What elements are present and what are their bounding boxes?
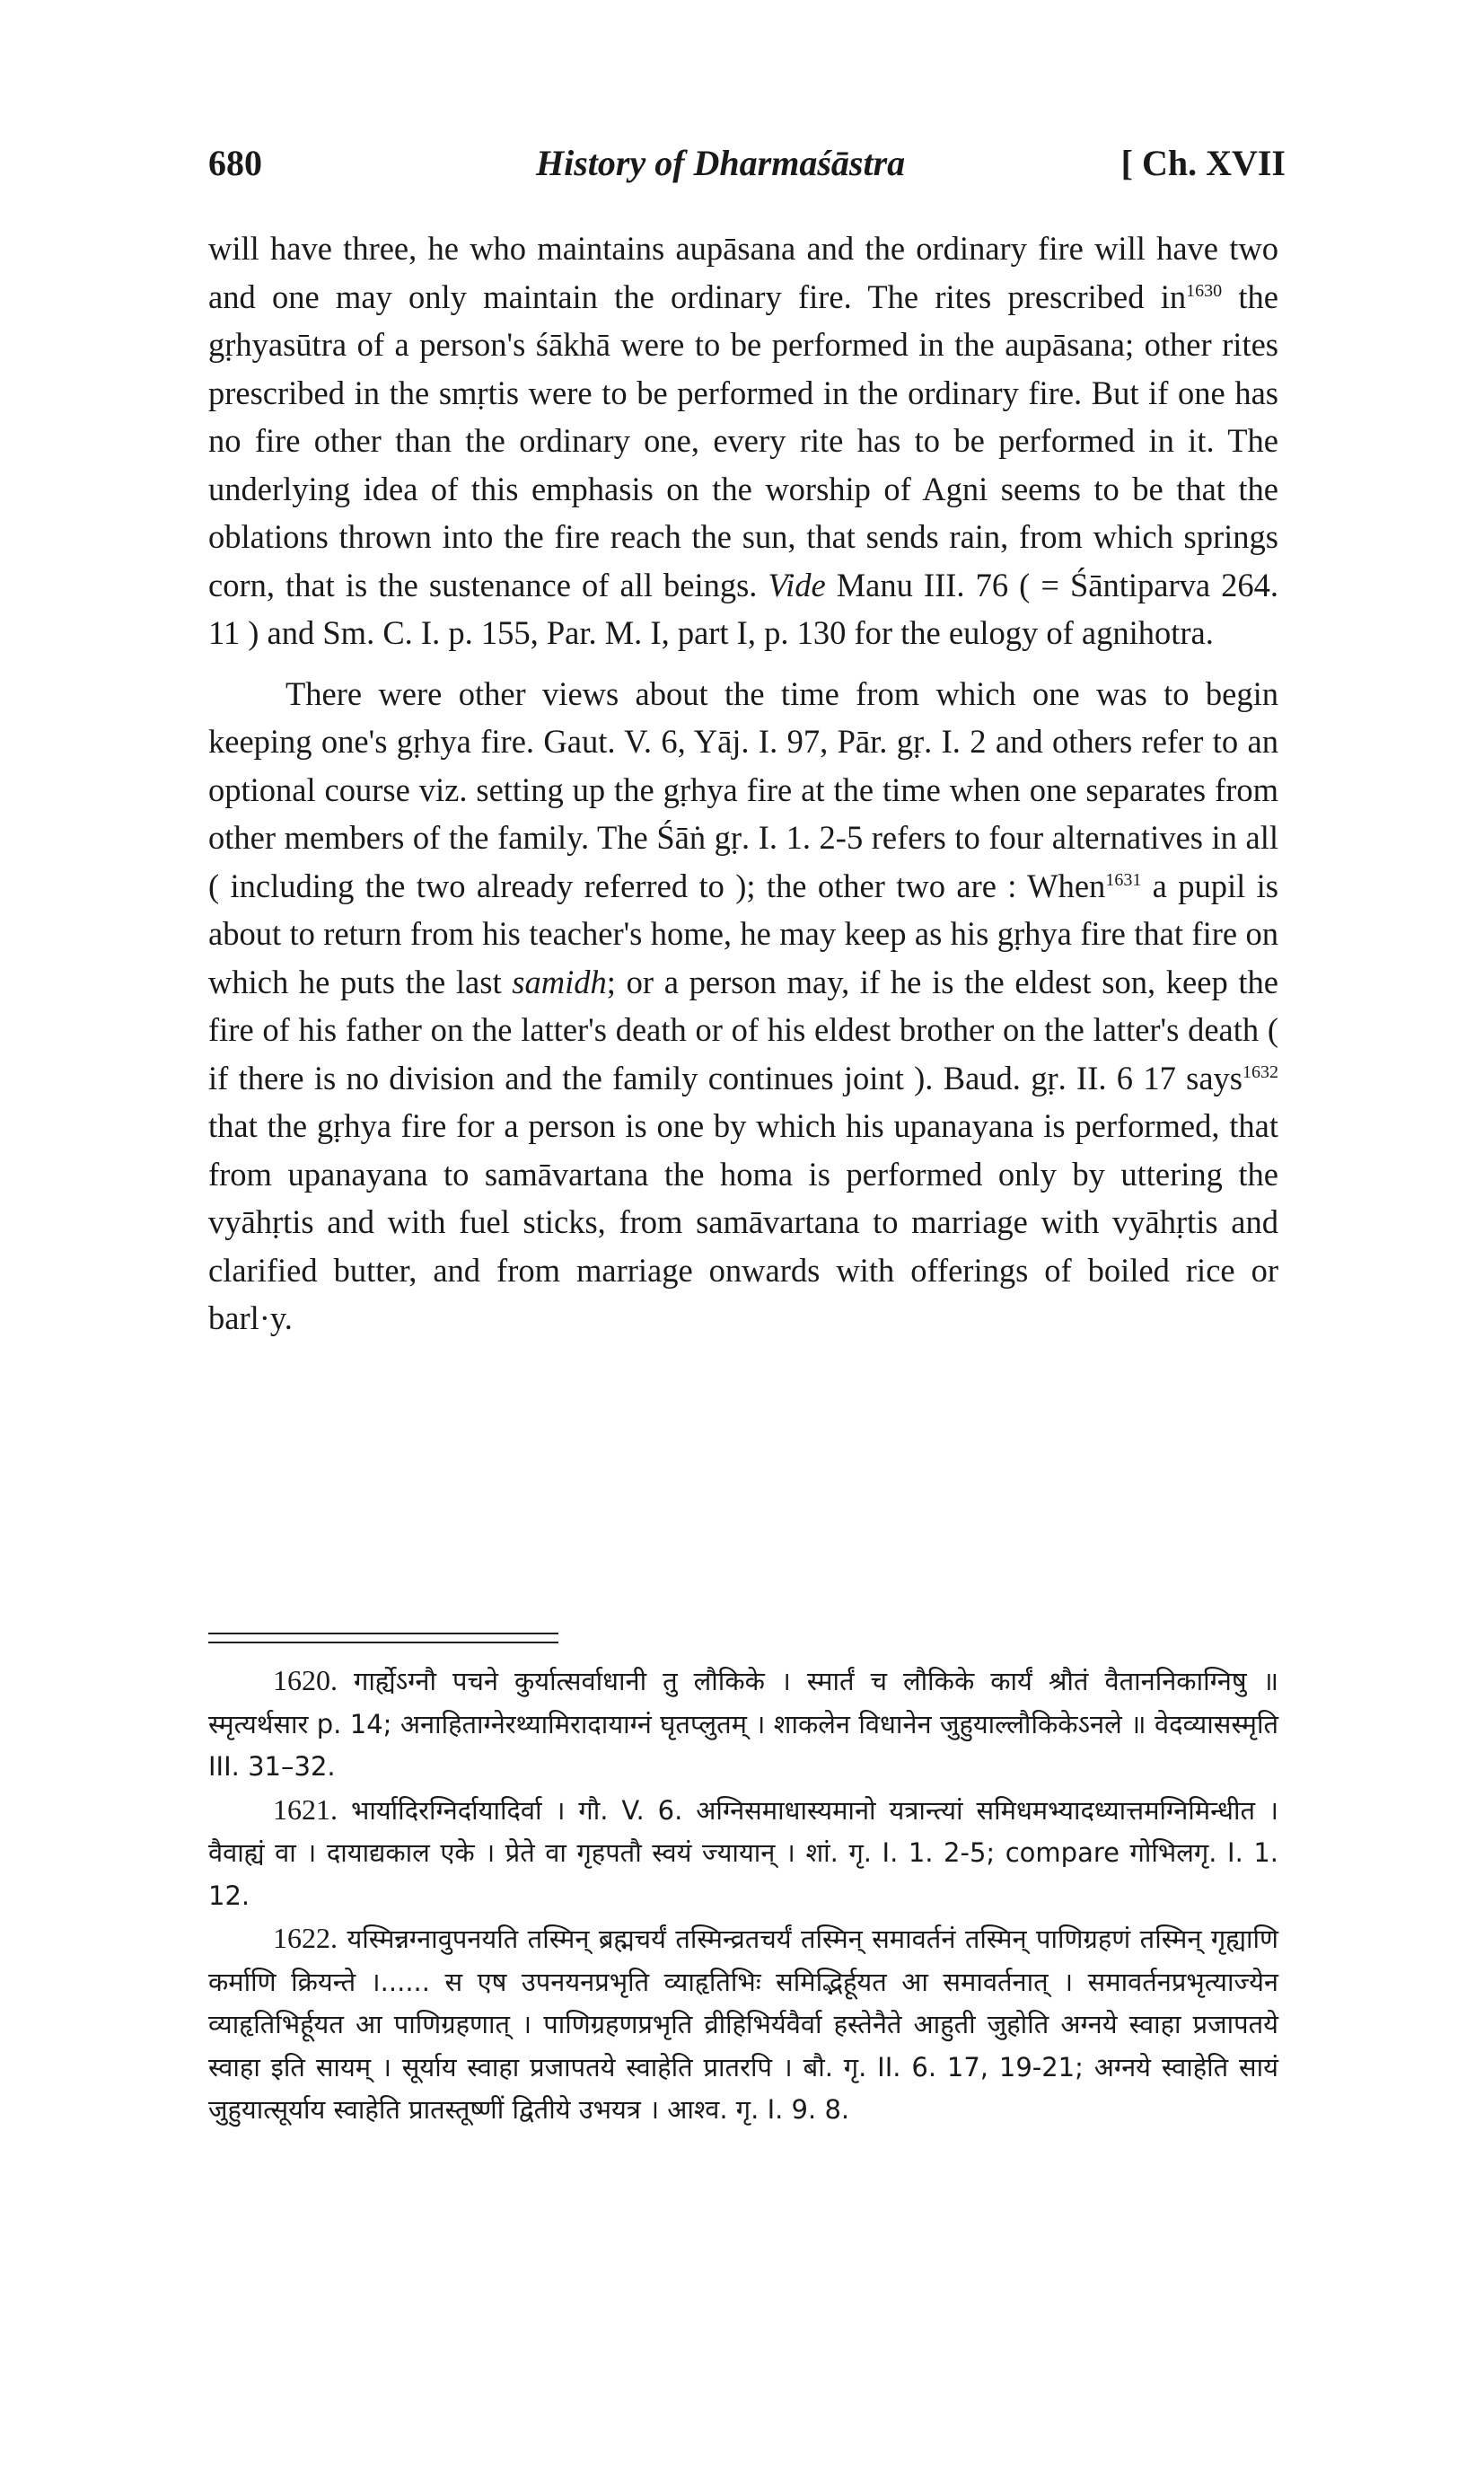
page-header xyxy=(208,142,1286,196)
paragraph-2-text-d: that the gṛhya fire for a person is one by which his upanayana is performed, that from upanayana to samāvartana the homa is performed only by uttering the vyāhṛtis and with fuel sticks, from samāvartana to marriage with vyāhṛtis and clarified butter, and from marriage onwards with offerings of boiled rice or barl·y. xyxy=(208,1107,1278,1336)
paragraph-1-text-b: the gṛhyasūtra of a person's śākhā were to be performed in the aupāsana; other rites prescribed in the smṛtis were to be performed in the ordinary fire. But if one has no fire other than the ordinary one, every rite has to be performed in it. The underlying idea of this emphasis on the worship of Agni seems to be that the oblations thrown into the fire reach the sun, that sends rain, from which springs corn, that is the sustenance of all beings. xyxy=(208,277,1278,603)
footnote-number: 1622. xyxy=(273,1922,338,1954)
paragraph-1-text-a: will have three, he who maintains aupāsana and the ordinary fire will have two and one may only maintain the ordinary fire. The rites prescribed in xyxy=(208,230,1278,315)
footnote-text: भार्यादिरग्निर्दायादिर्वा । गौ. V. 6. अग्निसमाधास्यमानो यत्रान्त्यां समिधमभ्यादध्यात्तमग्निमिन्धीत । वैवाह्यं वा । दायाद्यकाल एके । प्रेते वा गृहपतौ स्वयं ज्यायान् । शां. गृ. I. 1. 2-5; compare गोभिलगृ. I. 1. 12. xyxy=(208,1794,1278,1911)
paragraph-2-text-c: ; or a person may, if he is the eldest son, keep the fire of his father on the latter's death or of his eldest brother on the latter's death ( if there is no division and the family continues joint ). Baud. gṛ. II. 6 17 says xyxy=(208,963,1278,1096)
footnote-ref-1630: 1630 xyxy=(1186,280,1223,301)
footnote-text: गार्ह्येऽग्नौ पचने कुर्यात्सर्वाधानी तु लौकिके । स्मार्तं च लौकिके कार्यं श्रौतं वैताननिकाग्निषु ॥ स्मृत्यर्थसार p. 14; अनाहिताग्नेरथ्यामिरादायाग्नं घृतप्लुतम् । शाकलेन विधानेन जुहुयाल्लौकिकेऽनले ॥ वेदव्यासस्मृति III. 31–32. xyxy=(208,1666,1278,1782)
running-title: History of Dharmaśāstra xyxy=(536,143,906,183)
paragraph-1-text-c: Manu III. 76 ( = Śāntiparva 264. 11 ) and Sm. C. I. p. 155, Par. M. I, part I, p. 130 for the eulogy of agnihotra. xyxy=(208,566,1278,651)
footnote-divider xyxy=(208,1633,558,1634)
chapter-label: [ Ch. XVII xyxy=(1120,143,1286,183)
footnote-ref-1631: 1631 xyxy=(1105,869,1142,890)
footnote-text: यस्मिन्नग्नावुपनयति तस्मिन् ब्रह्मचर्यं तस्मिन्व्रतचर्यं तस्मिन् समावर्तनं तस्मिन् पाणिग्रहणं तस्मिन् गृह्याणि कर्माणि क्रियन्ते ।...... स एष उपनयनप्रभृति व्याहृतिभिः समिद्भिर्हूयत आ समावर्तनात् । समावर्तनप्रभृत्याज्येन व्याहृतिभिर्हूयत आ पाणिग्रहणात् । पाणिग्रहणप्रभृति व्रीहिभिर्यवैर्वा हस्तेनैते आहुती जुहोति अग्नये स्वाहा प्रजापतये स्वाहा इति सायम् । सूर्याय स्वाहा प्रजापतये स्वाहेति प्रातरपि । बौ. गृ. II. 6. 17, 19-21; अग्नये स्वाहेति सायं जुहुयात्सूर्याय स्वाहेति प्रातस्तूष्णीं द्वितीये उभयत्र । आश्व. गृ. I. 9. 8. xyxy=(208,1924,1279,2125)
footnote-number: 1621. xyxy=(273,1792,338,1826)
footnote-ref-1632: 1632 xyxy=(1243,1061,1278,1082)
footnote-1622 xyxy=(208,1917,1278,2132)
footnote-1621 xyxy=(208,1789,1278,1918)
footnote-divider-second xyxy=(208,1642,558,1643)
paragraph-2-text-a: There were other views about the time from which one was to begin keeping one's gṛhya fire. Gaut. V. 6, Yāj. I. 97, Pār. gṛ. I. 2 and others refer to an optional course viz. setting up the gṛhya fire at the time when one separates from other members of the family. The Śāṅ gṛ. I. 1. 2-5 refers to four alternatives in all ( including the two already referred to ); the other two are : When xyxy=(208,674,1278,904)
paragraph-2 xyxy=(208,670,1278,1343)
samidh-word: samidh xyxy=(512,963,607,1000)
footnote-1620 xyxy=(208,1660,1278,1789)
page-number: 680 xyxy=(208,143,262,183)
vide-word: Vide xyxy=(768,566,826,603)
footnotes xyxy=(208,1660,1278,2132)
paragraph-2-text-b: a pupil is about to return from his teacher's home, he may keep as his gṛhya fire that fire on which he puts the last xyxy=(208,867,1279,1000)
footnote-number: 1620. xyxy=(273,1664,338,1696)
paragraph-1 xyxy=(208,225,1278,657)
main-text xyxy=(208,225,1278,1343)
